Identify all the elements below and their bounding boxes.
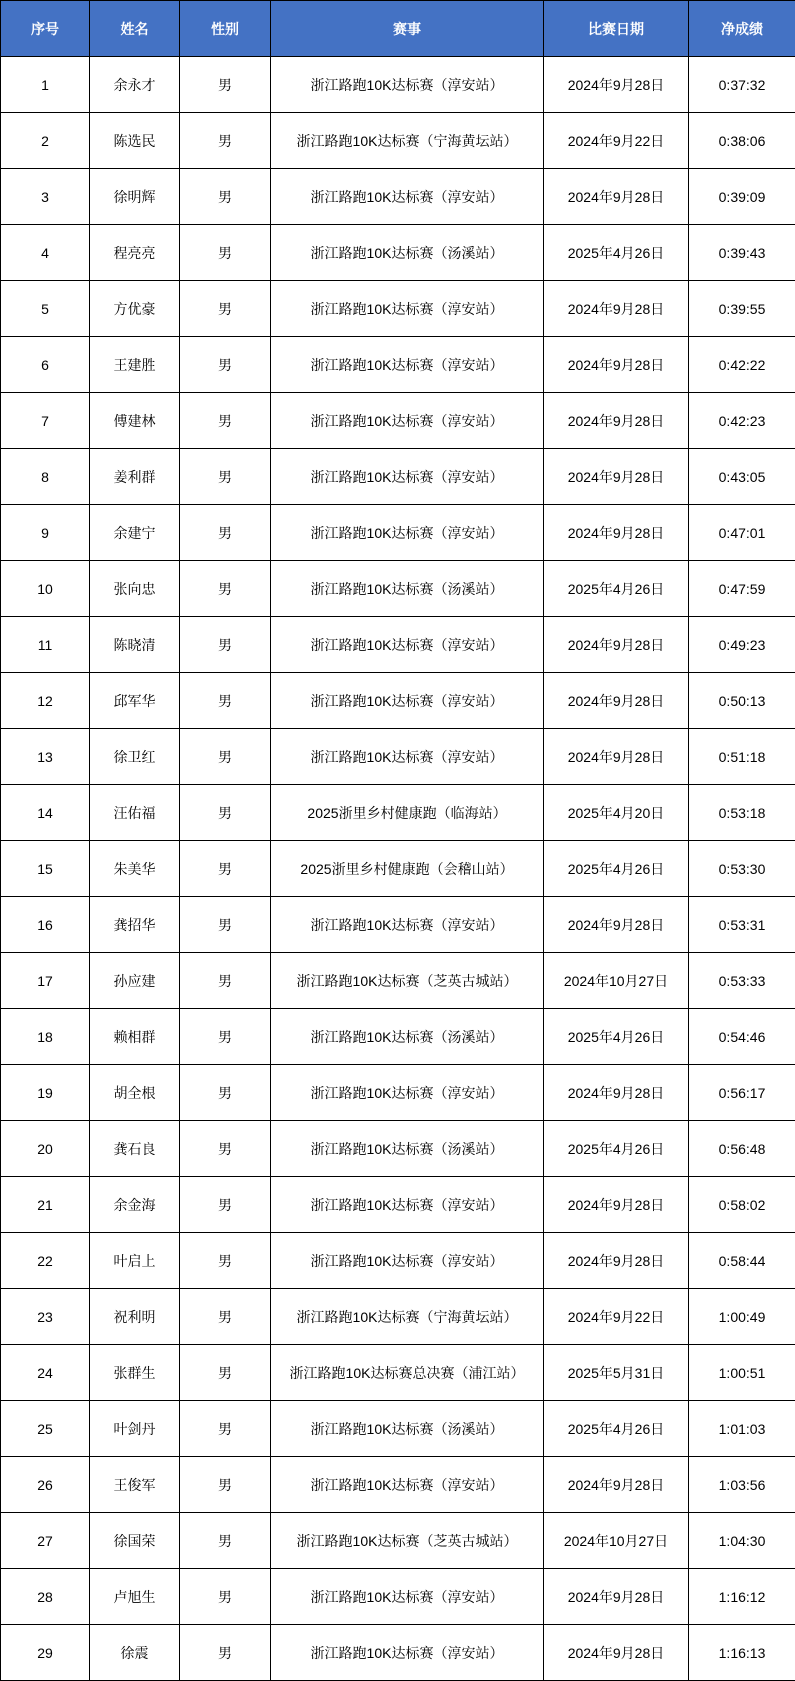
- cell-date: 2024年9月28日: [544, 1233, 689, 1289]
- cell-gender: 男: [180, 281, 271, 337]
- table-row: [1, 1457, 795, 1513]
- cell-name: 龚石良: [90, 1121, 180, 1177]
- table-row: [1, 281, 795, 337]
- table-row: [1, 1177, 795, 1233]
- table-row: [1, 169, 795, 225]
- cell-date: 2024年9月28日: [544, 617, 689, 673]
- cell-index: 7: [1, 393, 90, 449]
- cell-event: 浙江路跑10K达标赛（淳安站）: [271, 1233, 544, 1289]
- cell-name: 余永才: [90, 57, 180, 113]
- cell-index: 29: [1, 1625, 90, 1681]
- cell-net-time: 1:04:30: [689, 1513, 795, 1569]
- cell-gender: 男: [180, 505, 271, 561]
- cell-net-time: 1:16:13: [689, 1625, 795, 1681]
- cell-net-time: 0:39:43: [689, 225, 795, 281]
- cell-event: 浙江路跑10K达标赛（淳安站）: [271, 1569, 544, 1625]
- cell-event: 浙江路跑10K达标赛（汤溪站）: [271, 225, 544, 281]
- cell-date: 2024年9月28日: [544, 281, 689, 337]
- cell-name: 徐明辉: [90, 169, 180, 225]
- header-event: 赛事: [271, 1, 544, 57]
- cell-event: 浙江路跑10K达标赛（淳安站）: [271, 337, 544, 393]
- cell-name: 徐震: [90, 1625, 180, 1681]
- cell-index: 6: [1, 337, 90, 393]
- cell-name: 胡全根: [90, 1065, 180, 1121]
- table-row: [1, 1569, 795, 1625]
- cell-event: 浙江路跑10K达标赛（淳安站）: [271, 1457, 544, 1513]
- cell-name: 余建宁: [90, 505, 180, 561]
- cell-gender: 男: [180, 1457, 271, 1513]
- cell-gender: 男: [180, 1121, 271, 1177]
- cell-name: 龚招华: [90, 897, 180, 953]
- cell-net-time: 1:03:56: [689, 1457, 795, 1513]
- cell-net-time: 0:53:18: [689, 785, 795, 841]
- cell-index: 8: [1, 449, 90, 505]
- cell-event: 浙江路跑10K达标赛（宁海黄坛站）: [271, 113, 544, 169]
- cell-name: 程亮亮: [90, 225, 180, 281]
- cell-event: 2025浙里乡村健康跑（会稽山站）: [271, 841, 544, 897]
- cell-index: 9: [1, 505, 90, 561]
- cell-index: 23: [1, 1289, 90, 1345]
- cell-index: 20: [1, 1121, 90, 1177]
- cell-net-time: 0:38:06: [689, 113, 795, 169]
- cell-gender: 男: [180, 729, 271, 785]
- cell-date: 2024年9月28日: [544, 673, 689, 729]
- table-row: [1, 1233, 795, 1289]
- table-row: [1, 785, 795, 841]
- cell-net-time: 1:16:12: [689, 1569, 795, 1625]
- cell-name: 汪佑福: [90, 785, 180, 841]
- cell-net-time: 0:47:01: [689, 505, 795, 561]
- cell-date: 2025年4月26日: [544, 225, 689, 281]
- cell-gender: 男: [180, 841, 271, 897]
- table-row: [1, 729, 795, 785]
- cell-event: 浙江路跑10K达标赛（汤溪站）: [271, 1009, 544, 1065]
- cell-index: 10: [1, 561, 90, 617]
- cell-date: 2024年9月22日: [544, 113, 689, 169]
- cell-net-time: 0:43:05: [689, 449, 795, 505]
- table-row: [1, 1401, 795, 1457]
- cell-event: 浙江路跑10K达标赛总决赛（浦江站）: [271, 1345, 544, 1401]
- cell-name: 邱军华: [90, 673, 180, 729]
- cell-name: 卢旭生: [90, 1569, 180, 1625]
- cell-gender: 男: [180, 225, 271, 281]
- cell-date: 2024年9月28日: [544, 393, 689, 449]
- cell-net-time: 0:39:09: [689, 169, 795, 225]
- cell-gender: 男: [180, 337, 271, 393]
- cell-name: 孙应建: [90, 953, 180, 1009]
- cell-net-time: 0:42:23: [689, 393, 795, 449]
- cell-gender: 男: [180, 1401, 271, 1457]
- cell-gender: 男: [180, 785, 271, 841]
- cell-date: 2025年4月26日: [544, 1009, 689, 1065]
- cell-date: 2024年9月28日: [544, 57, 689, 113]
- cell-name: 叶启上: [90, 1233, 180, 1289]
- table-row: [1, 113, 795, 169]
- cell-net-time: 0:47:59: [689, 561, 795, 617]
- cell-net-time: 0:42:22: [689, 337, 795, 393]
- cell-date: 2024年9月22日: [544, 1289, 689, 1345]
- table-row: [1, 1065, 795, 1121]
- cell-event: 浙江路跑10K达标赛（芝英古城站）: [271, 953, 544, 1009]
- cell-date: 2025年5月31日: [544, 1345, 689, 1401]
- cell-event: 浙江路跑10K达标赛（芝英古城站）: [271, 1513, 544, 1569]
- cell-index: 19: [1, 1065, 90, 1121]
- cell-date: 2024年9月28日: [544, 1569, 689, 1625]
- cell-net-time: 0:50:13: [689, 673, 795, 729]
- table-row: [1, 393, 795, 449]
- cell-date: 2024年10月27日: [544, 953, 689, 1009]
- cell-gender: 男: [180, 1065, 271, 1121]
- cell-index: 18: [1, 1009, 90, 1065]
- cell-name: 余金海: [90, 1177, 180, 1233]
- cell-index: 17: [1, 953, 90, 1009]
- cell-name: 叶剑丹: [90, 1401, 180, 1457]
- cell-net-time: 1:00:49: [689, 1289, 795, 1345]
- cell-index: 11: [1, 617, 90, 673]
- cell-net-time: 0:37:32: [689, 57, 795, 113]
- cell-index: 14: [1, 785, 90, 841]
- cell-date: 2024年9月28日: [544, 729, 689, 785]
- cell-event: 浙江路跑10K达标赛（淳安站）: [271, 505, 544, 561]
- cell-name: 王俊军: [90, 1457, 180, 1513]
- table-row: [1, 1121, 795, 1177]
- cell-date: 2024年9月28日: [544, 1457, 689, 1513]
- cell-name: 赖相群: [90, 1009, 180, 1065]
- table-body: [1, 57, 795, 1681]
- cell-date: 2025年4月20日: [544, 785, 689, 841]
- cell-date: 2024年9月28日: [544, 169, 689, 225]
- cell-gender: 男: [180, 113, 271, 169]
- cell-gender: 男: [180, 617, 271, 673]
- table-row: [1, 337, 795, 393]
- cell-gender: 男: [180, 1513, 271, 1569]
- cell-gender: 男: [180, 1233, 271, 1289]
- cell-event: 浙江路跑10K达标赛（淳安站）: [271, 729, 544, 785]
- header-net-time: 净成绩: [689, 1, 795, 57]
- cell-event: 浙江路跑10K达标赛（淳安站）: [271, 673, 544, 729]
- cell-index: 13: [1, 729, 90, 785]
- cell-gender: 男: [180, 393, 271, 449]
- cell-date: 2024年9月28日: [544, 1177, 689, 1233]
- cell-net-time: 0:58:44: [689, 1233, 795, 1289]
- header-gender: 性别: [180, 1, 271, 57]
- cell-net-time: 0:58:02: [689, 1177, 795, 1233]
- cell-date: 2025年4月26日: [544, 1121, 689, 1177]
- cell-date: 2025年4月26日: [544, 561, 689, 617]
- cell-name: 朱美华: [90, 841, 180, 897]
- cell-date: 2024年9月28日: [544, 897, 689, 953]
- cell-name: 方优豪: [90, 281, 180, 337]
- cell-event: 浙江路跑10K达标赛（淳安站）: [271, 1177, 544, 1233]
- cell-net-time: 0:53:30: [689, 841, 795, 897]
- cell-net-time: 0:53:33: [689, 953, 795, 1009]
- cell-event: 浙江路跑10K达标赛（淳安站）: [271, 897, 544, 953]
- cell-name: 陈晓清: [90, 617, 180, 673]
- table-row: [1, 953, 795, 1009]
- table-header: [1, 1, 795, 57]
- cell-event: 浙江路跑10K达标赛（淳安站）: [271, 281, 544, 337]
- cell-index: 26: [1, 1457, 90, 1513]
- cell-gender: 男: [180, 1289, 271, 1345]
- cell-index: 5: [1, 281, 90, 337]
- cell-event: 浙江路跑10K达标赛（淳安站）: [271, 617, 544, 673]
- table-row: [1, 561, 795, 617]
- table-row: [1, 1289, 795, 1345]
- cell-gender: 男: [180, 953, 271, 1009]
- cell-net-time: 0:39:55: [689, 281, 795, 337]
- cell-name: 张向忠: [90, 561, 180, 617]
- table-row: [1, 505, 795, 561]
- cell-index: 3: [1, 169, 90, 225]
- cell-date: 2024年9月28日: [544, 1065, 689, 1121]
- cell-gender: 男: [180, 673, 271, 729]
- cell-name: 傅建林: [90, 393, 180, 449]
- cell-gender: 男: [180, 1009, 271, 1065]
- cell-event: 浙江路跑10K达标赛（淳安站）: [271, 1625, 544, 1681]
- cell-net-time: 1:00:51: [689, 1345, 795, 1401]
- cell-event: 浙江路跑10K达标赛（汤溪站）: [271, 561, 544, 617]
- cell-date: 2024年10月27日: [544, 1513, 689, 1569]
- table-row: [1, 617, 795, 673]
- header-name: 姓名: [90, 1, 180, 57]
- cell-net-time: 0:49:23: [689, 617, 795, 673]
- cell-net-time: 0:51:18: [689, 729, 795, 785]
- cell-index: 16: [1, 897, 90, 953]
- cell-name: 姜利群: [90, 449, 180, 505]
- cell-event: 2025浙里乡村健康跑（临海站）: [271, 785, 544, 841]
- table-row: [1, 1625, 795, 1681]
- cell-gender: 男: [180, 449, 271, 505]
- cell-index: 4: [1, 225, 90, 281]
- cell-gender: 男: [180, 897, 271, 953]
- cell-gender: 男: [180, 1625, 271, 1681]
- cell-net-time: 0:53:31: [689, 897, 795, 953]
- cell-index: 25: [1, 1401, 90, 1457]
- cell-event: 浙江路跑10K达标赛（淳安站）: [271, 57, 544, 113]
- table-row: [1, 897, 795, 953]
- table-row: [1, 1009, 795, 1065]
- cell-date: 2024年9月28日: [544, 505, 689, 561]
- cell-index: 1: [1, 57, 90, 113]
- header-date: 比赛日期: [544, 1, 689, 57]
- cell-net-time: 1:01:03: [689, 1401, 795, 1457]
- cell-net-time: 0:56:17: [689, 1065, 795, 1121]
- cell-date: 2025年4月26日: [544, 1401, 689, 1457]
- cell-index: 21: [1, 1177, 90, 1233]
- cell-event: 浙江路跑10K达标赛（汤溪站）: [271, 1121, 544, 1177]
- cell-event: 浙江路跑10K达标赛（淳安站）: [271, 449, 544, 505]
- cell-date: 2024年9月28日: [544, 449, 689, 505]
- cell-net-time: 0:56:48: [689, 1121, 795, 1177]
- table-row: [1, 449, 795, 505]
- cell-gender: 男: [180, 561, 271, 617]
- cell-event: 浙江路跑10K达标赛（宁海黄坛站）: [271, 1289, 544, 1345]
- cell-index: 27: [1, 1513, 90, 1569]
- table-row: [1, 57, 795, 113]
- cell-gender: 男: [180, 1569, 271, 1625]
- cell-date: 2025年4月26日: [544, 841, 689, 897]
- cell-name: 张群生: [90, 1345, 180, 1401]
- table-row: [1, 673, 795, 729]
- cell-name: 王建胜: [90, 337, 180, 393]
- cell-date: 2024年9月28日: [544, 1625, 689, 1681]
- table-row: [1, 1513, 795, 1569]
- cell-index: 22: [1, 1233, 90, 1289]
- cell-name: 徐卫红: [90, 729, 180, 785]
- cell-net-time: 0:54:46: [689, 1009, 795, 1065]
- cell-gender: 男: [180, 1345, 271, 1401]
- cell-event: 浙江路跑10K达标赛（汤溪站）: [271, 1401, 544, 1457]
- cell-index: 24: [1, 1345, 90, 1401]
- cell-index: 28: [1, 1569, 90, 1625]
- table-row: [1, 225, 795, 281]
- cell-index: 2: [1, 113, 90, 169]
- cell-event: 浙江路跑10K达标赛（淳安站）: [271, 169, 544, 225]
- header-index: 序号: [1, 1, 90, 57]
- cell-event: 浙江路跑10K达标赛（淳安站）: [271, 393, 544, 449]
- cell-name: 徐国荣: [90, 1513, 180, 1569]
- cell-date: 2024年9月28日: [544, 337, 689, 393]
- cell-name: 陈选民: [90, 113, 180, 169]
- header-row: [1, 1, 795, 57]
- table-row: [1, 1345, 795, 1401]
- cell-gender: 男: [180, 1177, 271, 1233]
- cell-gender: 男: [180, 57, 271, 113]
- cell-index: 15: [1, 841, 90, 897]
- cell-gender: 男: [180, 169, 271, 225]
- cell-name: 祝利明: [90, 1289, 180, 1345]
- table-row: [1, 841, 795, 897]
- cell-index: 12: [1, 673, 90, 729]
- cell-event: 浙江路跑10K达标赛（淳安站）: [271, 1065, 544, 1121]
